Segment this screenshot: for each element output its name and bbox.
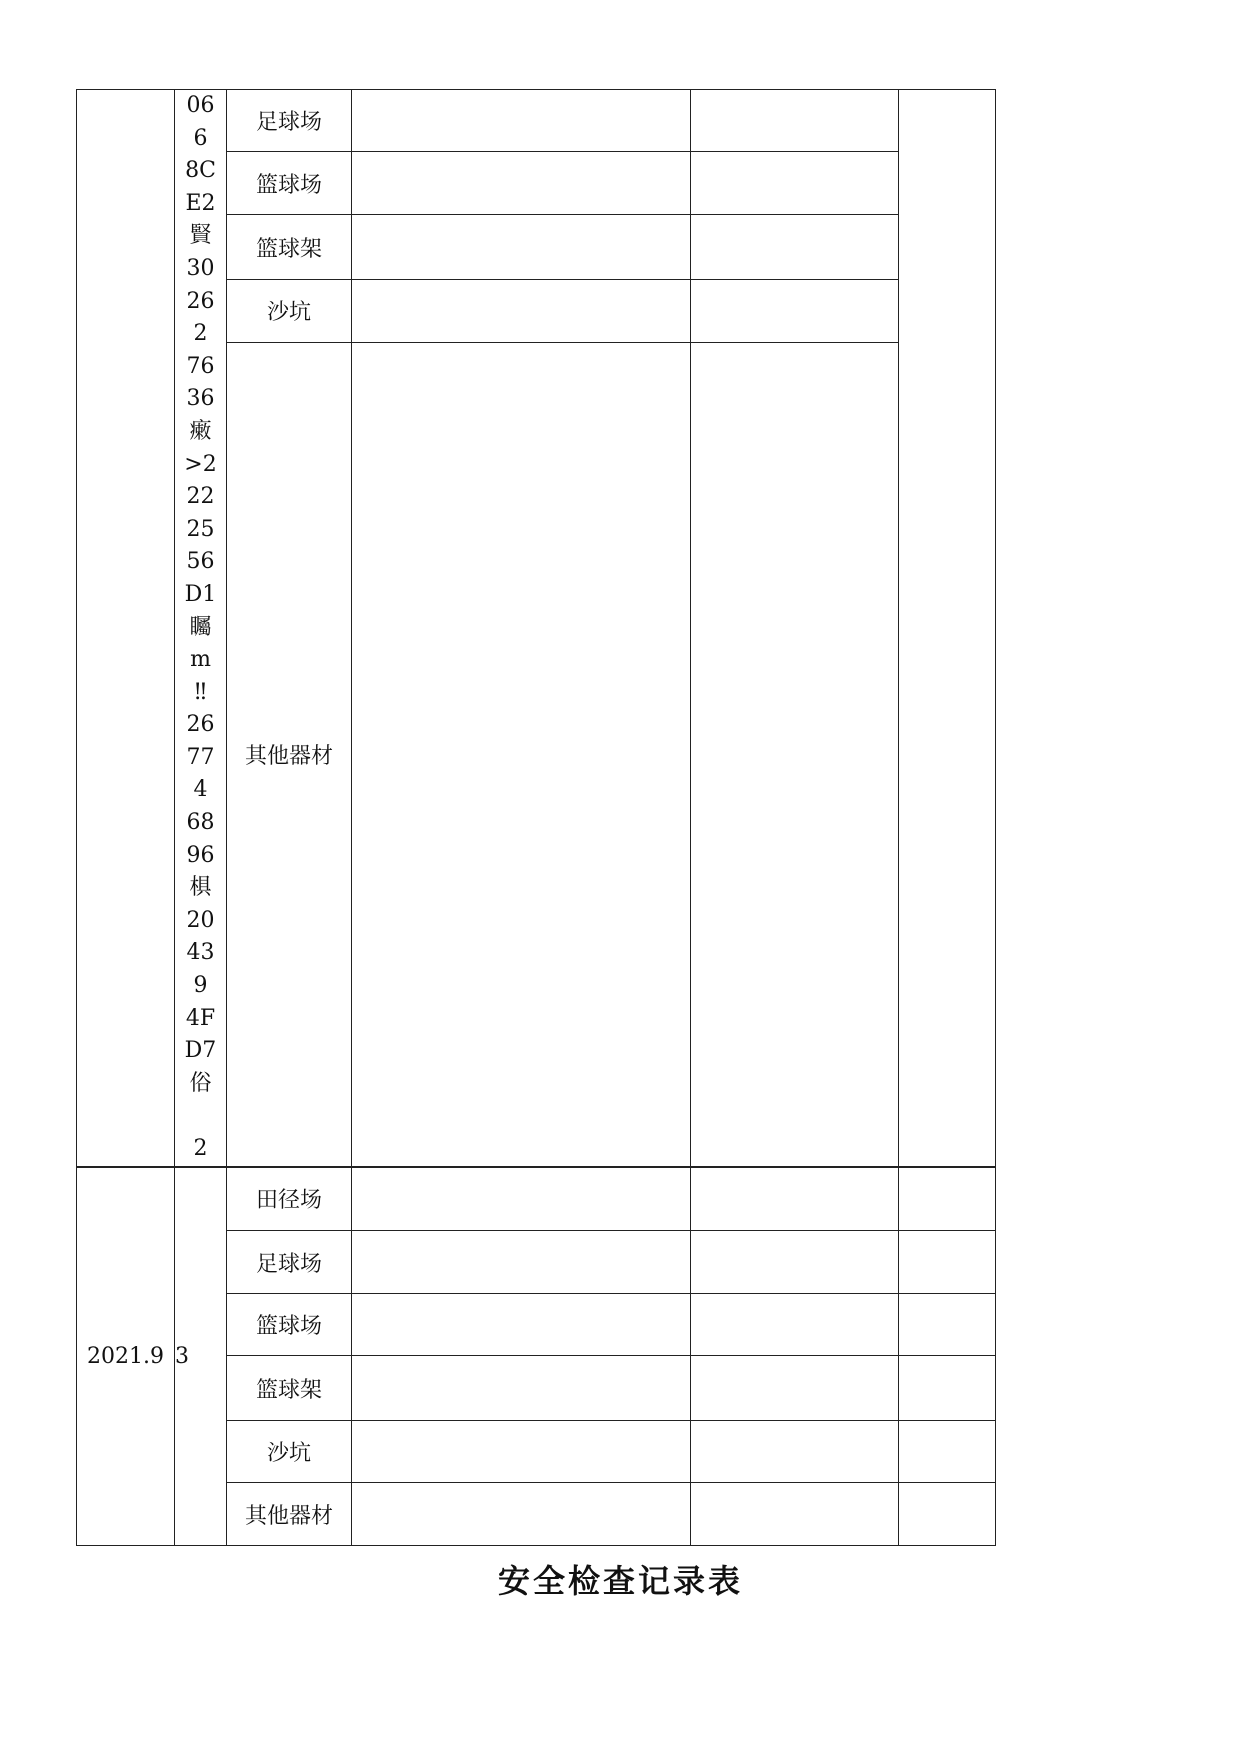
remark-cell: [691, 1356, 899, 1421]
code-line: 06: [186, 93, 215, 118]
remark-cell: [691, 152, 899, 215]
code-line: 8C: [185, 158, 216, 184]
code-line: ‼: [194, 679, 207, 705]
remark-cell: [691, 1483, 899, 1546]
inspection-item: 沙坑: [227, 279, 352, 342]
condition-cell: [352, 90, 691, 152]
code-line: 2: [193, 1136, 208, 1161]
inspection-item: 篮球场: [227, 152, 352, 215]
remark-cell: [691, 90, 899, 152]
inspection-item: 足球场: [227, 1231, 352, 1294]
record-row: [77, 1167, 996, 1231]
condition-cell: [352, 1294, 691, 1356]
code-line: 瘷: [189, 418, 212, 444]
remark-cell: [691, 215, 899, 279]
record-number: 3: [175, 1167, 227, 1546]
code-line: 矚: [189, 614, 212, 640]
code-line: 96: [186, 842, 215, 868]
record-row: [77, 90, 996, 152]
condition-cell: [352, 1483, 691, 1546]
remark-cell: [691, 279, 899, 342]
signature-cell: [899, 90, 996, 1167]
code-line: 椇: [189, 875, 212, 901]
condition-cell: [352, 1231, 691, 1294]
code-line: [175, 1100, 226, 1133]
code-line: 9: [193, 973, 208, 999]
inspection-item: 其他器材: [227, 342, 352, 1166]
inspection-item: 篮球架: [227, 1356, 352, 1421]
signature-cell: [899, 1421, 996, 1483]
record-code: [175, 90, 227, 1167]
inspection-item: 其他器材: [227, 1483, 352, 1546]
condition-cell: [352, 279, 691, 342]
code-line: m: [190, 647, 211, 673]
code-line: 25: [186, 516, 215, 542]
record-date: [77, 90, 175, 1167]
inspection-item: 篮球场: [227, 1294, 352, 1356]
code-line: 6: [193, 125, 208, 151]
inspection-item: 田径场: [227, 1167, 352, 1231]
code-line: 26: [186, 288, 215, 314]
code-line: D1: [184, 581, 217, 607]
remark-cell: [691, 1231, 899, 1294]
code-line: 76: [186, 353, 215, 379]
condition-cell: [352, 215, 691, 279]
inspection-item: 沙坑: [227, 1421, 352, 1483]
code-line: 俗: [189, 1070, 212, 1096]
signature-cell: [899, 1483, 996, 1546]
code-line: 26: [186, 712, 215, 738]
remark-cell: [691, 342, 899, 1166]
remark-cell: [691, 1421, 899, 1483]
inspection-item: 篮球架: [227, 215, 352, 279]
condition-cell: [352, 342, 691, 1166]
code-line: 77: [186, 744, 215, 770]
page-title: 安全检查记录表: [497, 1562, 743, 1600]
inspection-table: [76, 89, 996, 1546]
signature-cell: [899, 1167, 996, 1231]
signature-cell: [899, 1356, 996, 1421]
code-line: 20: [186, 907, 215, 933]
inspection-item: 足球场: [227, 90, 352, 152]
code-line: 賢: [189, 223, 212, 249]
code-line: D7: [184, 1038, 217, 1064]
code-line: 36: [186, 386, 215, 412]
code-line: 43: [186, 940, 215, 966]
condition-cell: [352, 1356, 691, 1421]
remark-cell: [691, 1167, 899, 1231]
remark-cell: [691, 1294, 899, 1356]
code-line: 22: [186, 484, 215, 510]
code-line: 30: [186, 255, 215, 281]
code-line: 4: [193, 777, 208, 803]
code-line: 56: [186, 549, 215, 575]
record-date: 2021.9: [77, 1167, 175, 1546]
condition-cell: [352, 152, 691, 215]
code-line: >2: [184, 451, 217, 477]
code-line: E2: [185, 190, 216, 216]
code-line: 4F: [185, 1005, 216, 1031]
code-line: 2: [193, 321, 208, 347]
signature-cell: [899, 1231, 996, 1294]
code-line: 68: [186, 810, 215, 836]
condition-cell: [352, 1167, 691, 1231]
condition-cell: [352, 1421, 691, 1483]
signature-cell: [899, 1294, 996, 1356]
